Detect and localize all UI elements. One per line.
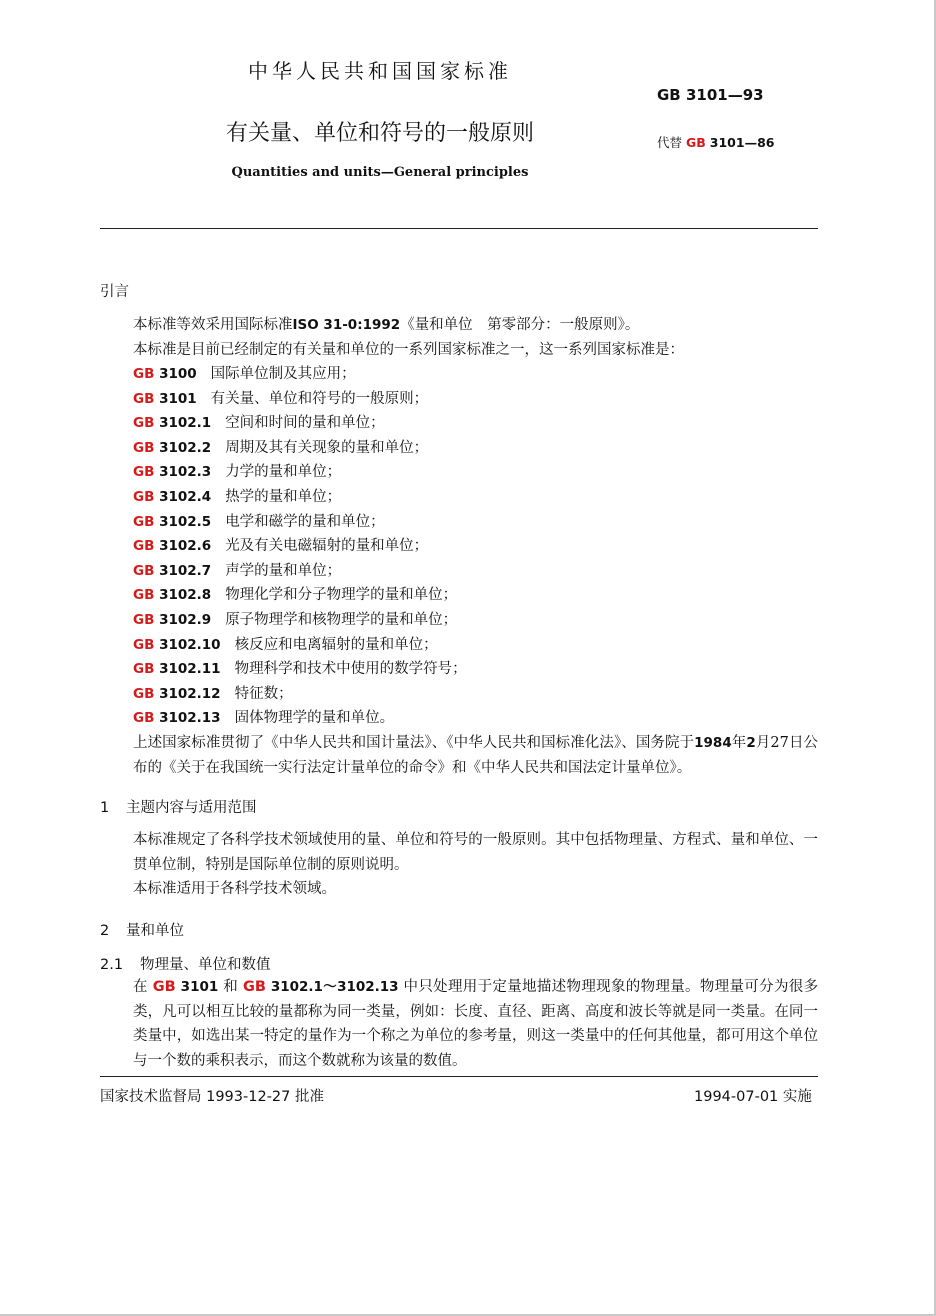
section-2-1-heading: 2.1 物理量、单位和数值 [100,957,271,973]
section-2-heading: 2 量和单位 [100,923,184,939]
replace-number: 3101—86 [709,135,775,150]
standard-list-item: GB 3102.1 空间和时间的量和单位； [133,415,385,432]
header-divider [100,228,818,229]
intro-line-2: 本标准是目前已经制定的有关量和单位的一系列国家标准之一，这一系列国家标准是： [133,341,684,358]
approval-date: 国家技术监督局 1993-12-27 批准 [100,1089,324,1105]
standard-list-item: GB 3102.12 特征数； [133,685,293,702]
standard-list-item: GB 3102.3 力学的量和单位； [133,464,342,481]
standard-list-item: GB 3102.7 声学的量和单位； [133,562,342,579]
intro-paragraph-3: 上述国家标准贯彻了《中华人民共和国计量法》、《中华人民共和国标准化法》、国务院于1984年2月27日公布的《关于在我国统一实行法定计量单位的命令》和《中华人民共和国法定计量单位》。 [133,735,819,776]
standard-list-item: GB 3102.2 周期及其有关现象的量和单位； [133,439,429,456]
replace-gb: GB [686,135,706,150]
footer-divider [100,1076,818,1077]
standard-list-item: GB 3102.4 热学的量和单位； [133,488,342,505]
section-2-1-body: 在 GB 3101 和 GB 3102.1～3102.13 中只处理用于定量地描述物理现象的物理量。物理量可分为很多类，凡可以相互比较的量都称为同一类量，例如：长度、直径、距离、高度和波长等就是同一类量。在同一类量中，如选出某一特定的量作为一个称之为单位的参考量，则这一类量中的任何其他量，都可用这个单位与一个数的乘积表示，而这个数就称为该量的数值。 [133,979,819,1069]
standard-list-item: GB 3102.11 物理科学和技术中使用的数学符号； [133,661,467,678]
standard-list-item: GB 3101 有关量、单位和符号的一般原则； [133,390,429,407]
implementation-date: 1994-07-01 实施 [694,1089,812,1105]
iso-reference: ISO 31-0:1992 [292,317,401,333]
standard-list-item: GB 3102.13 固体物理学的量和单位。 [133,710,395,727]
intro-paragraph [100,313,818,362]
gb-number: GB 3101—93 [657,86,764,104]
standard-list-item: GB 3102.10 核反应和电离辐射的量和单位； [133,636,438,653]
standard-list-item: GB 3102.8 物理化学和分子物理学的量和单位； [133,587,458,604]
standard-list-item: GB 3102.6 光及有关电磁辐射的量和单位； [133,538,429,555]
standards-list [133,362,467,731]
standard-list-item: GB 3102.9 原子物理学和核物理学的量和单位； [133,611,458,628]
intro-line-1: 本标准等效采用国际标准ISO 31-0:1992《量和单位 第零部分：一般原则》。 [133,317,640,333]
standard-header: 中华人民共和国国家标准 [248,59,512,83]
replace-prefix: 代替 [657,135,683,150]
document-title-english: Quantities and units—General principles [231,165,529,180]
section-1-body: 本标准规定了各科学技术领域使用的量、单位和符号的一般原则。其中包括物理量、方程式、量和单位、一贯单位制，特别是国际单位制的原则说明。 本标准适用于各科学技术领域。 [133,832,818,897]
replaces-note [657,133,774,151]
document-title: 有关量、单位和符号的一般原则 [225,121,534,146]
section-1-heading: 1 主题内容与适用范围 [100,800,257,816]
intro-heading: 引言 [100,284,129,300]
standard-list-item: GB 3102.5 电学和磁学的量和单位； [133,513,385,530]
standard-list-item: GB 3100 国际单位制及其应用； [133,366,356,382]
